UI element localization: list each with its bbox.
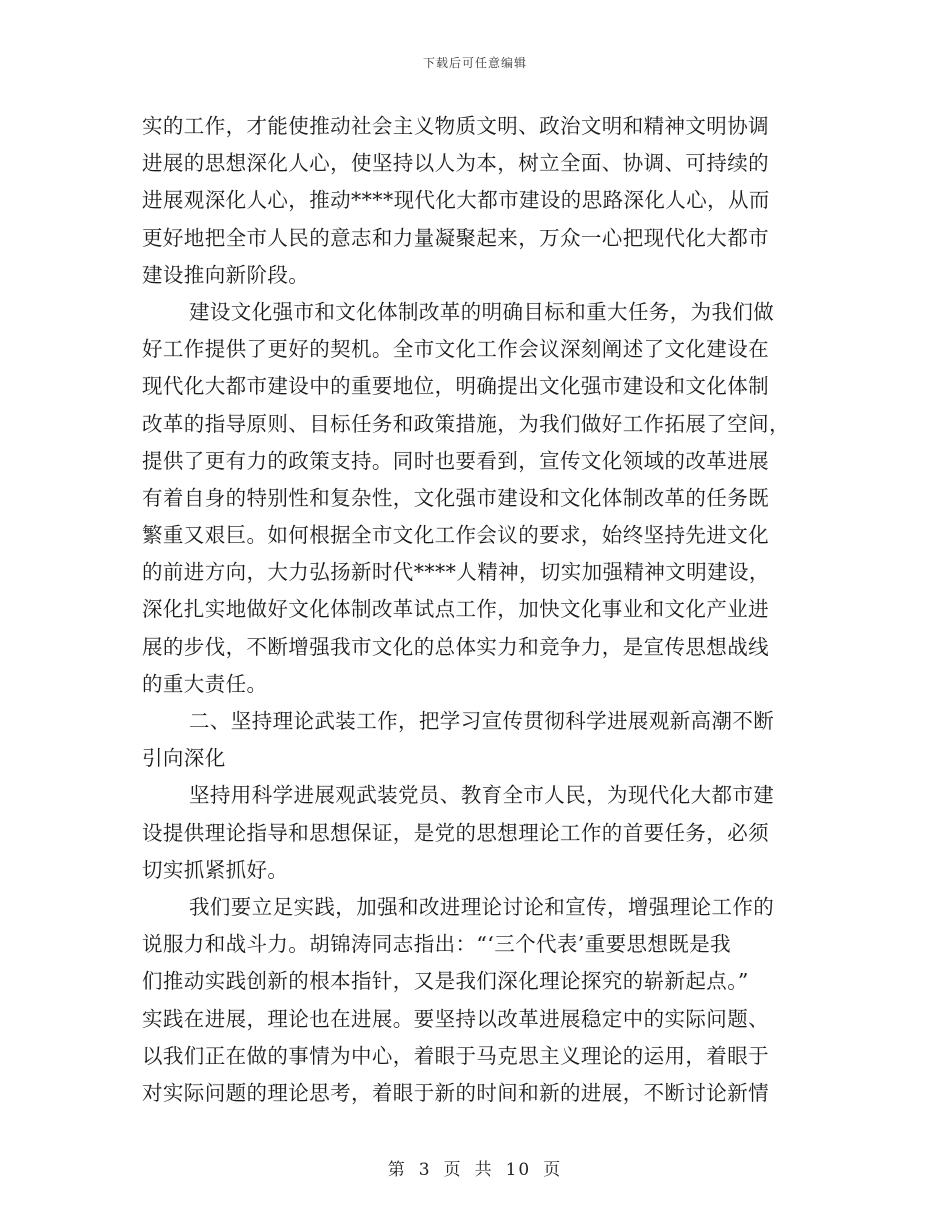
text-line: 的重大责任。 <box>142 671 268 696</box>
text-line: 引向深化 <box>142 746 226 771</box>
text-line: 好工作提供了更好的契机。全市文化工作会议深刻阐述了文化建设在 <box>142 337 769 362</box>
current-page-number: 3 <box>418 1160 432 1180</box>
text-line: 设提供理论指导和思想保证，是党的思想理论工作的首要任务，必须 <box>142 820 769 845</box>
text-line: 更好地把全市人民的意志和力量凝聚起来，万众一心把现代化大都市 <box>142 225 769 250</box>
text-line: 建设文化强市和文化体制改革的明确目标和重大任务，为我们做 <box>189 299 775 324</box>
total-label: 共 <box>474 1160 494 1180</box>
text-line: 进展观深化人心，推动****现代化大都市建设的思路深化人心，从而 <box>142 188 770 213</box>
text-line: 的前进方向，大力弘扬新时代****人精神，切实加强精神文明建设， <box>142 560 770 585</box>
page-label-mid: 页 <box>443 1160 463 1180</box>
page-footer <box>0 1155 950 1180</box>
text-line: 现代化大都市建设中的重要地位，明确提出文化强市建设和文化体制 <box>142 374 769 399</box>
text-line: 建设推向新阶段。 <box>142 262 310 287</box>
text-line: 坚持用科学进展观武装党员、教育全市人民，为现代化大都市建 <box>189 783 775 808</box>
text-line: 展的步伐，不断增强我市文化的总体实力和竞争力，是宣传思想战线 <box>142 634 769 659</box>
text-line: 我们要立足实践，加强和改进理论讨论和宣传，增强理论工作的 <box>189 894 775 919</box>
text-line: 以我们正在做的事情为中心，着眼于马克思主义理论的运用，着眼于 <box>142 1043 769 1068</box>
page-header: 下载后可任意编辑 <box>422 56 527 70</box>
text-line: 二、坚持理论武装工作，把学习宣传贯彻科学进展观新高潮不断 <box>189 709 775 733</box>
text-line: 切实抓紧抓好。 <box>142 857 289 882</box>
text-line: 提供了更有力的政策支持。同时也要看到，宣传文化领域的改革进展 <box>142 448 769 473</box>
document-body <box>142 108 810 1112</box>
text-line: 说服力和战斗力。胡锦涛同志指出：“‘三个代表’重要思想既是我 <box>142 932 732 957</box>
total-pages-number: 10 <box>505 1160 532 1180</box>
text-line: 改革的指导原则、目标任务和政策措施，为我们做好工作拓展了空间， <box>142 411 790 436</box>
page-label-prefix: 第 <box>387 1160 407 1180</box>
text-line: 有着自身的特别性和复杂性，文化强市建设和文化体制改革的任务既 <box>142 485 769 510</box>
page-label-suffix: 页 <box>543 1160 563 1180</box>
text-line: 实的工作，才能使推动社会主义物质文明、政治文明和精神文明协调 <box>142 114 769 138</box>
text-line: 实践在进展，理论也在进展。要坚持以改革进展稳定中的实际问题、 <box>142 1006 769 1031</box>
text-line: 深化扎实地做好文化体制改革试点工作，加快文化事业和文化产业进 <box>142 597 769 622</box>
text-line: 进展的思想深化人心，使坚持以人为本，树立全面、协调、可持续的 <box>142 151 769 176</box>
text-line: 繁重又艰巨。如何根据全市文化工作会议的要求，始终坚持先进文化 <box>142 523 769 548</box>
text-line: 们推动实践创新的根本指针，又是我们深化理论探究的崭新起点。” <box>142 969 749 994</box>
text-line: 对实际问题的理论思考，着眼于新的时间和新的进展，不断讨论新情 <box>142 1080 769 1105</box>
